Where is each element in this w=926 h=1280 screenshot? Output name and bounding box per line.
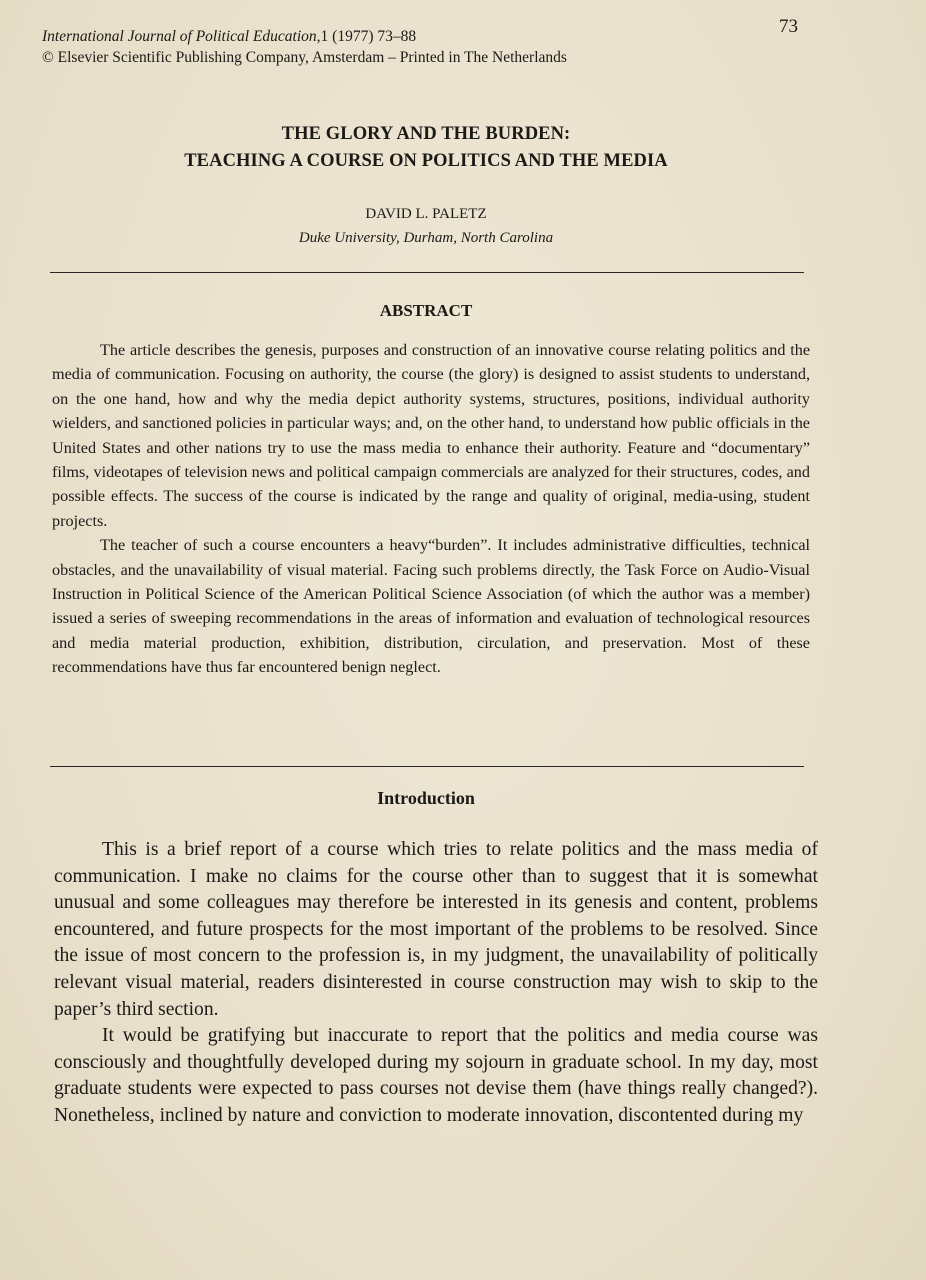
- abstract-paragraph: The teacher of such a course encounters a heavy“burden”. It includes administrative difficulties, technical obstacles, and the unavailability of visual material. Facing such problems directly, the Task Force on Audio-Visual Instruction in Political Science of the American Political Science Association (of which the author was a member) issued a series of sweeping recommendations in the areas of information and evaluation of technological resources and media material production, exhibition, distribution, circulation, and preservation. Most of these recommendations have thus far encountered benign neglect.: [52, 536, 810, 677]
- title-line-2: TEACHING A COURSE ON POLITICS AND THE MEDIA: [184, 151, 668, 171]
- publisher-line: © Elsevier Scientific Publishing Company, Amsterdam – Printed in The Netherlands: [42, 49, 567, 66]
- title-line-1: THE GLORY AND THE BURDEN:: [281, 124, 571, 144]
- author-name: DAVID L. PALETZ: [365, 206, 487, 222]
- introduction-body: [54, 837, 818, 1130]
- article-title: [0, 121, 852, 175]
- body-paragraph: This is a brief report of a course which tries to relate politics and the mass media of communication. I make no claims for the course other than to suggest that it is somewhat unusual and some colleagues may therefore be interested in its genesis and content, problems encountered, and future prospects for the most important of the problems to be resolved. Since the issue of most concern to the profession is, in my judgment, the unavailability of politically relevant visual material, readers disinterested in course construction may wish to skip to the paper’s third section.: [54, 839, 818, 1020]
- body-paragraph: It would be gratifying but inaccurate to report that the politics and media course was consciously and thoughtfully developed during my sojourn in graduate school. In my day, most graduate students were expected to pass courses not devise them (have things really changed?). Nonetheless, inclined by nature and conviction to moderate innovation, discontented during my: [54, 1025, 818, 1126]
- abstract-paragraph: The article describes the genesis, purposes and construction of an innovative course relating politics and the media of communication. Focusing on authority, the course (the glory) is designed to assist students to understand, on the one hand, how and why the media depict authority systems, structures, positions, individual authority wielders, and sanctioned policies in particular ways; and, on the other hand, to understand how public officials in the United States and other nations try to use the mass media to enhance their authority. Feature and “documentary” films, videotapes of television news and political campaign commercials are analyzed for their structures, codes, and possible effects. The success of the course is indicated by the range and quality of original, media-using, student projects.: [52, 341, 810, 530]
- page-number: 73: [779, 16, 798, 37]
- author-affiliation: Duke University, Durham, North Carolina: [298, 230, 554, 246]
- journal-header: [42, 26, 567, 68]
- abstract-heading: ABSTRACT: [379, 301, 473, 320]
- journal-name: International Journal of Political Education,: [42, 28, 321, 45]
- citation-volume: 1 (1977) 73–88: [320, 28, 417, 45]
- introduction-heading: Introduction: [377, 788, 475, 808]
- bottom-divider: [50, 766, 804, 767]
- citation-line: [42, 26, 567, 47]
- top-divider: [50, 272, 804, 273]
- abstract-body: [52, 338, 810, 680]
